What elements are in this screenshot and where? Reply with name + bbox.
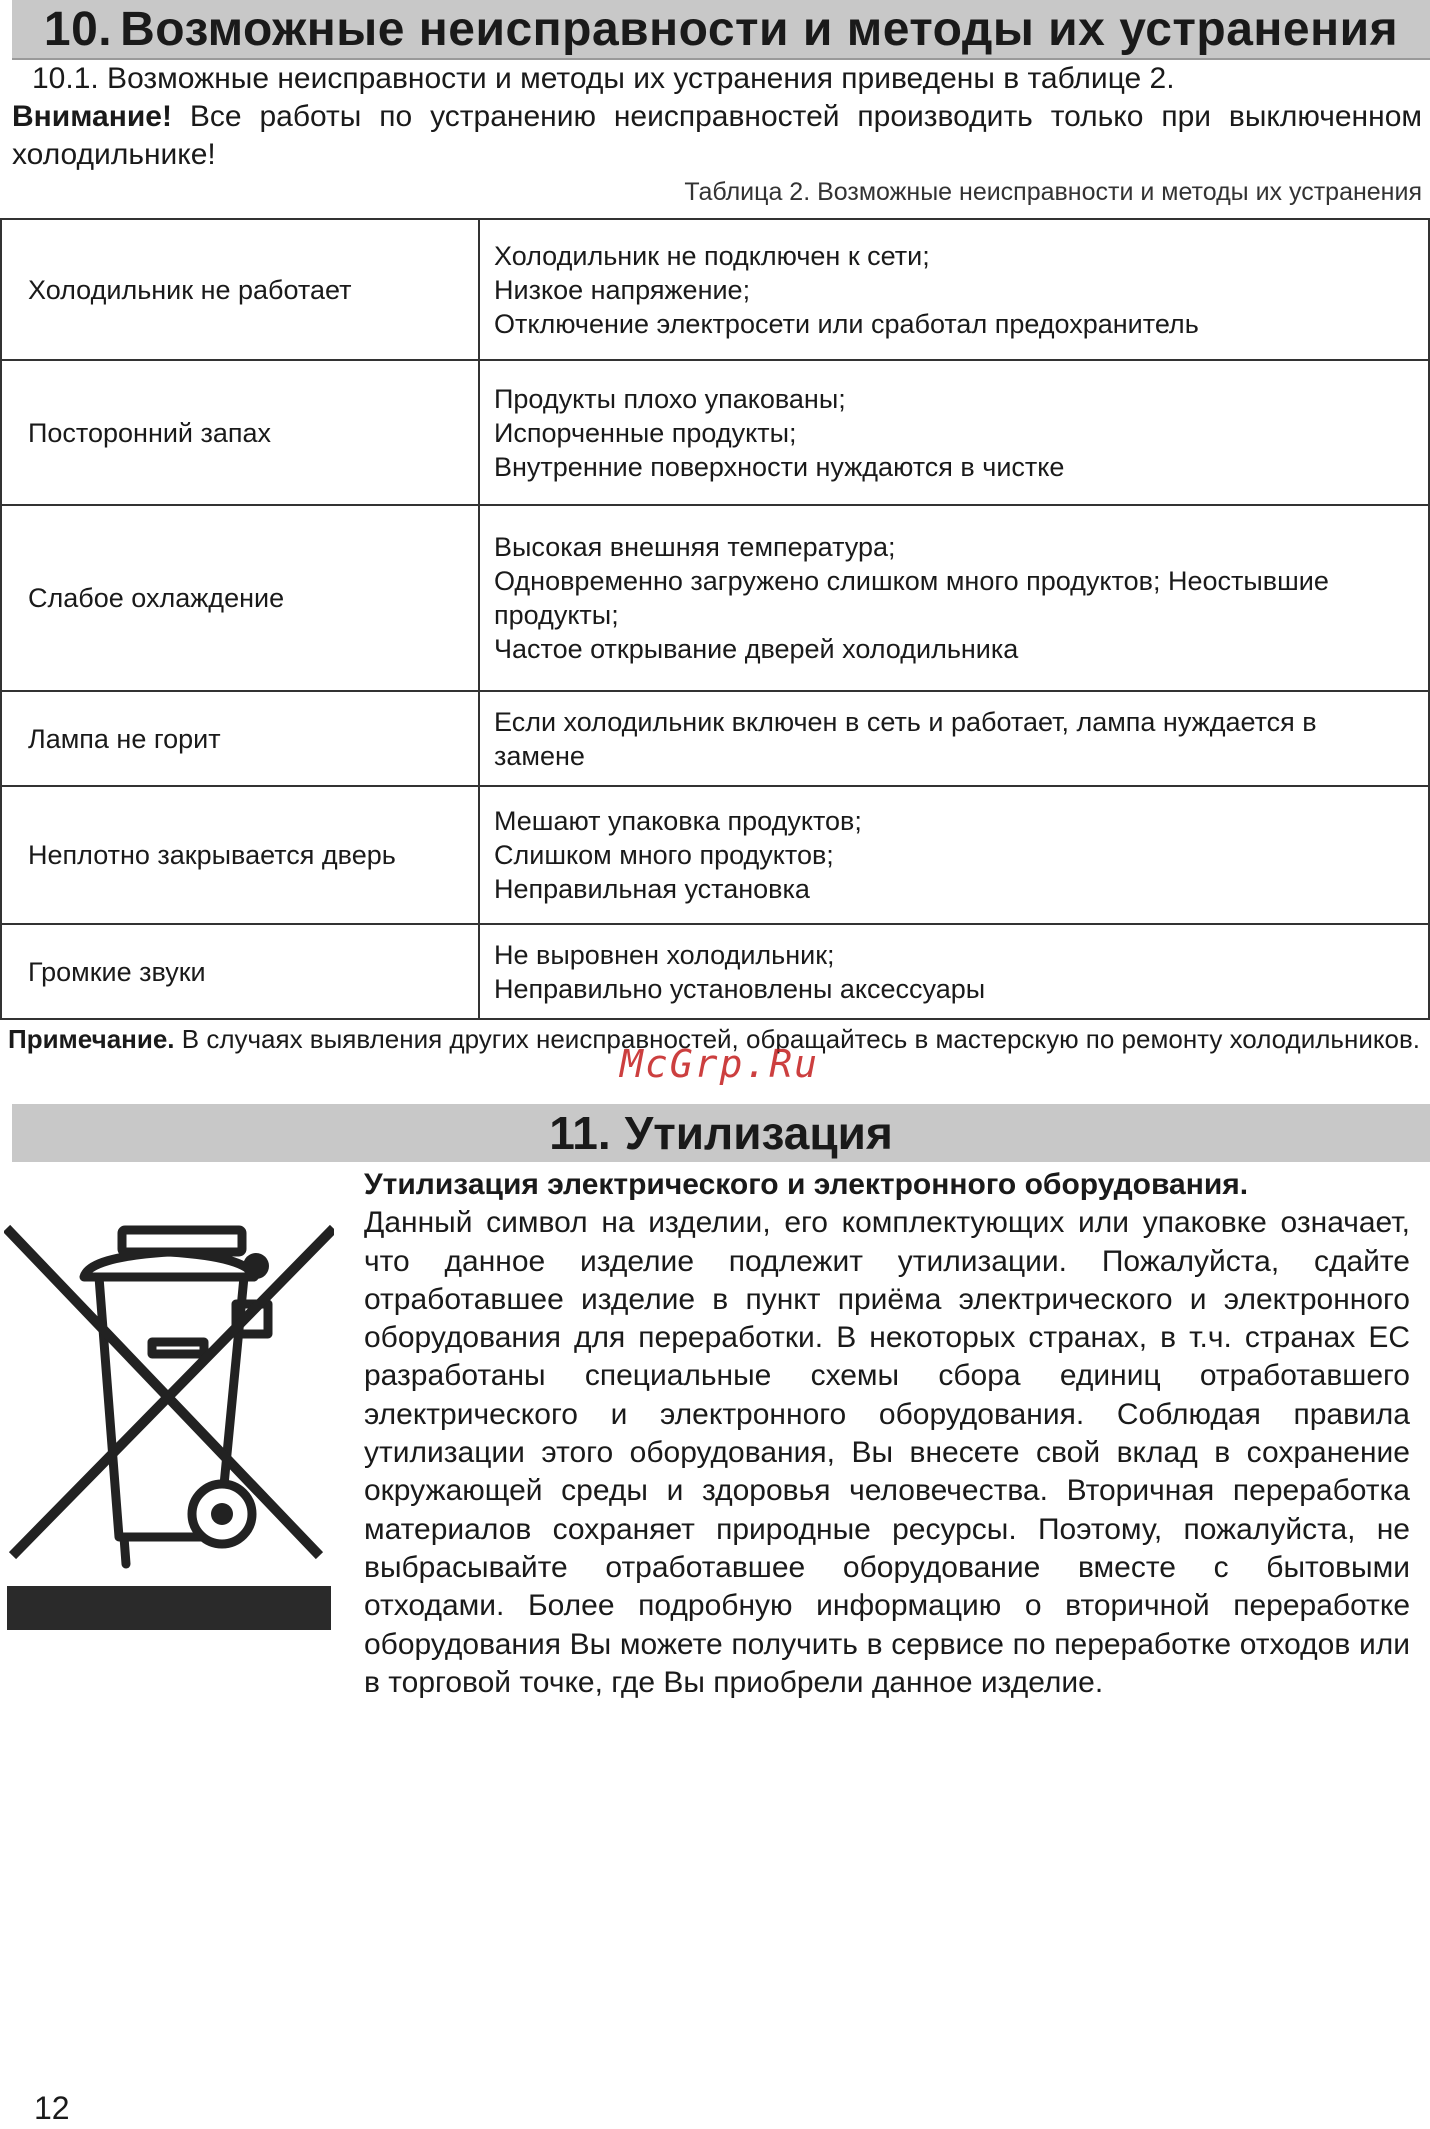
table-row <box>1 219 1429 360</box>
solution-line: Слишком много продуктов; <box>494 840 834 870</box>
warning-label: Внимание! <box>12 100 172 133</box>
table-row <box>1 924 1429 1019</box>
solution-cell <box>479 505 1429 691</box>
solution-line: Отключение электросети или сработал предохранитель <box>494 308 1199 339</box>
table-row <box>1 505 1429 691</box>
problem-cell: Громкие звуки <box>1 924 479 1019</box>
solution-line: Неправильная установка <box>494 874 810 904</box>
page-number: 12 <box>34 2090 70 2126</box>
solution-line: Не выровнен холодильник; <box>494 939 835 970</box>
solution-cell <box>479 786 1429 924</box>
table-row <box>1 360 1429 505</box>
solution-cell <box>479 360 1429 505</box>
section-11-number: 11. <box>549 1107 611 1159</box>
problem-cell: Холодильник не работает <box>1 219 479 360</box>
solution-line: Частое открывание дверей холодильника <box>494 634 1019 664</box>
problem-cell: Слабое охлаждение <box>1 505 479 691</box>
disposal-text <box>364 1166 1410 1702</box>
solution-line: Одновременно загружено слишком много продуктов; Неостывшие продукты; <box>494 566 1329 630</box>
intro-paragraph: 10.1. Возможные неисправности и методы их устранения приведены в таблице 2. <box>32 62 1175 95</box>
solution-line: Неправильно установлены аксессуары <box>494 973 986 1004</box>
section-11-title: Утилизация <box>624 1107 893 1159</box>
solution-line: Внутренние поверхности нуждаются в чистке <box>494 451 1065 482</box>
solution-cell <box>479 924 1429 1019</box>
solution-line: Испорченные продукты; <box>494 417 797 448</box>
table-row <box>1 786 1429 924</box>
problem-cell: Неплотно закрывается дверь <box>1 786 479 924</box>
faults-table <box>0 218 1430 1020</box>
section-10-header <box>12 0 1430 60</box>
problem-cell: Лампа не горит <box>1 691 479 786</box>
solution-line: Высокая внешняя температура; <box>494 532 896 562</box>
solution-line: Мешают упаковка продуктов; <box>494 806 862 836</box>
section-10-number: 10. <box>43 2 113 56</box>
disposal-subtitle: Утилизация электрического и электронного оборудования. <box>364 1168 1249 1201</box>
problem-cell: Посторонний запах <box>1 360 479 505</box>
warning-text: Все работы по устранению неисправностей производить только при выключенном холодильнике! <box>12 100 1423 171</box>
solution-line: Холодильник не подключен к сети; <box>494 240 930 271</box>
solution-cell <box>479 219 1429 360</box>
warning-paragraph <box>12 98 1422 174</box>
solution-cell <box>479 691 1429 786</box>
note-text: В случаях выявления других неисправностей, обращайтесь в мастерскую по ремонту холодильников. <box>181 1024 1421 1054</box>
watermark: McGrp.Ru <box>620 1042 820 1086</box>
section-11-header <box>12 1104 1430 1162</box>
solution-line: Если холодильник включен в сеть и работает, лампа нуждается в замене <box>494 706 1317 771</box>
section-10-title: Возможные неисправности и методы их устранения <box>120 2 1399 56</box>
solution-line: Продукты плохо упакованы; <box>494 383 846 414</box>
disposal-body: Данный символ на изделии, его комплектующих или упаковке означает, что данное изделие подлежит утилизации. Пожалуйста, сдайте отработавшее изделие в пункт приёма электрического и электронного оборудования для переработки. В некоторых странах, в т.ч. странах ЕС разработаны специальные схемы сбора единиц отработавшего электрического и электронного оборудования. Соблюдая правила утилизации этого оборудования, Вы внесете свой вклад в сохранение окружающей среды и здоровья человечества. Вторичная переработка материалов сохраняет природные ресурсы. Поэтому, пожалуйста, не выбрасывайте отработавшее оборудование вместе с бытовыми отходами. Более подробную информацию о вторичной переработке оборудования Вы можете получить в сервисе по переработке отходов или в торговой точке, где Вы приобрели данное изделие. <box>364 1206 1410 1699</box>
weee-crossed-bin-icon <box>4 1222 334 1632</box>
table-caption: Таблица 2. Возможные неисправности и методы их устранения <box>684 178 1422 206</box>
table-row <box>1 691 1429 786</box>
solution-line: Низкое напряжение; <box>494 274 751 305</box>
note-label: Примечание. <box>8 1024 175 1054</box>
